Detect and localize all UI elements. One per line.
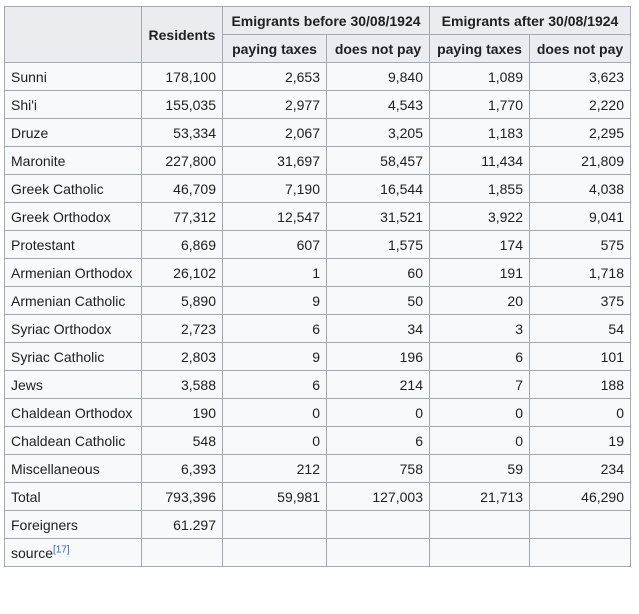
table-row	[5, 63, 631, 91]
after-not-paying-cell: 188	[530, 371, 631, 399]
before-paying-cell: 212	[223, 455, 327, 483]
table-row	[5, 259, 631, 287]
after-paying-cell: 3	[430, 315, 530, 343]
row-label: Jews	[5, 371, 142, 399]
residents-cell: 77,312	[142, 203, 223, 231]
residents-cell: 5,890	[142, 287, 223, 315]
before-paying-cell: 6	[223, 371, 327, 399]
before-not-paying-cell: 31,521	[327, 203, 430, 231]
before-not-paying-cell: 58,457	[327, 147, 430, 175]
before-not-paying-cell: 127,003	[327, 483, 430, 511]
emigrants-after-header: Emigrants after 30/08/1924	[430, 7, 631, 35]
before-not-paying-cell	[327, 511, 430, 539]
before-paying-cell: 2,977	[223, 91, 327, 119]
after-not-paying-cell: 46,290	[530, 483, 631, 511]
table-row	[5, 455, 631, 483]
table-row	[5, 315, 631, 343]
after-not-paying-cell: 1,718	[530, 259, 631, 287]
source-reference-link[interactable]: [17]	[53, 543, 70, 555]
before-not-paying-cell: 1,575	[327, 231, 430, 259]
after-not-paying-cell: 101	[530, 343, 631, 371]
row-label: Foreigners	[5, 511, 142, 539]
before-not-paying-cell: 6	[327, 427, 430, 455]
after-paying-taxes-header: paying taxes	[430, 35, 530, 63]
empty-cell	[430, 539, 530, 567]
before-not-paying-cell: 758	[327, 455, 430, 483]
table-row-source	[5, 539, 631, 567]
residents-cell: 3,588	[142, 371, 223, 399]
after-paying-cell: 1,770	[430, 91, 530, 119]
table-row	[5, 175, 631, 203]
residents-cell: 793,396	[142, 483, 223, 511]
before-does-not-pay-header: does not pay	[327, 35, 430, 63]
header-row-groups	[5, 7, 631, 35]
table-row	[5, 371, 631, 399]
after-not-paying-cell: 575	[530, 231, 631, 259]
before-paying-taxes-header: paying taxes	[223, 35, 327, 63]
before-not-paying-cell: 16,544	[327, 175, 430, 203]
corner-header-cell	[5, 7, 142, 63]
residents-cell: 46,709	[142, 175, 223, 203]
after-not-paying-cell	[530, 511, 631, 539]
residents-header: Residents	[142, 7, 223, 63]
residents-cell: 548	[142, 427, 223, 455]
table-row	[5, 91, 631, 119]
source-cell	[5, 539, 142, 567]
residents-cell: 6,393	[142, 455, 223, 483]
after-paying-cell: 7	[430, 371, 530, 399]
after-paying-cell: 174	[430, 231, 530, 259]
table-head	[5, 7, 631, 63]
after-paying-cell: 20	[430, 287, 530, 315]
empty-cell	[530, 539, 631, 567]
after-paying-cell: 0	[430, 399, 530, 427]
after-not-paying-cell: 2,220	[530, 91, 631, 119]
after-paying-cell: 6	[430, 343, 530, 371]
after-paying-cell: 0	[430, 427, 530, 455]
after-paying-cell	[430, 511, 530, 539]
row-label: Shi'i	[5, 91, 142, 119]
religion-table-wrapper	[4, 6, 631, 567]
after-paying-cell: 191	[430, 259, 530, 287]
residents-cell: 2,723	[142, 315, 223, 343]
row-label: Syriac Catholic	[5, 343, 142, 371]
before-paying-cell: 9	[223, 287, 327, 315]
after-not-paying-cell: 0	[530, 399, 631, 427]
table-row-total	[5, 483, 631, 511]
residents-cell: 61.297	[142, 511, 223, 539]
empty-cell	[142, 539, 223, 567]
before-paying-cell: 2,067	[223, 119, 327, 147]
after-not-paying-cell: 2,295	[530, 119, 631, 147]
before-not-paying-cell: 4,543	[327, 91, 430, 119]
table-row	[5, 399, 631, 427]
row-label: Maronite	[5, 147, 142, 175]
before-paying-cell: 1	[223, 259, 327, 287]
residents-cell: 26,102	[142, 259, 223, 287]
after-not-paying-cell: 3,623	[530, 63, 631, 91]
table-body	[5, 63, 631, 567]
after-paying-cell: 1,183	[430, 119, 530, 147]
table-row	[5, 147, 631, 175]
row-label: Chaldean Orthodox	[5, 399, 142, 427]
before-paying-cell: 2,653	[223, 63, 327, 91]
after-does-not-pay-header: does not pay	[530, 35, 631, 63]
row-label: Druze	[5, 119, 142, 147]
after-not-paying-cell: 234	[530, 455, 631, 483]
before-paying-cell: 7,190	[223, 175, 327, 203]
before-not-paying-cell: 9,840	[327, 63, 430, 91]
before-paying-cell	[223, 511, 327, 539]
source-label: source	[11, 544, 54, 561]
table-row	[5, 203, 631, 231]
residents-cell: 178,100	[142, 63, 223, 91]
before-not-paying-cell: 60	[327, 259, 430, 287]
after-paying-cell: 1,855	[430, 175, 530, 203]
before-not-paying-cell: 50	[327, 287, 430, 315]
row-label: Greek Orthodox	[5, 203, 142, 231]
table-row	[5, 231, 631, 259]
table-row	[5, 287, 631, 315]
table-row	[5, 343, 631, 371]
residents-cell: 53,334	[142, 119, 223, 147]
residents-cell: 155,035	[142, 91, 223, 119]
before-paying-cell: 0	[223, 427, 327, 455]
before-not-paying-cell: 214	[327, 371, 430, 399]
table-row	[5, 119, 631, 147]
before-not-paying-cell: 3,205	[327, 119, 430, 147]
residents-cell: 6,869	[142, 231, 223, 259]
row-label: Syriac Orthodox	[5, 315, 142, 343]
table-row-foreigners	[5, 511, 631, 539]
row-label: Protestant	[5, 231, 142, 259]
before-not-paying-cell: 34	[327, 315, 430, 343]
after-not-paying-cell: 19	[530, 427, 631, 455]
after-paying-cell: 11,434	[430, 147, 530, 175]
after-paying-cell: 3,922	[430, 203, 530, 231]
before-paying-cell: 9	[223, 343, 327, 371]
row-label: Greek Catholic	[5, 175, 142, 203]
residents-cell: 227,800	[142, 147, 223, 175]
empty-cell	[327, 539, 430, 567]
table-row	[5, 427, 631, 455]
emigrants-before-header: Emigrants before 30/08/1924	[223, 7, 430, 35]
before-paying-cell: 607	[223, 231, 327, 259]
after-not-paying-cell: 375	[530, 287, 631, 315]
row-label: Total	[5, 483, 142, 511]
before-paying-cell: 6	[223, 315, 327, 343]
before-paying-cell: 59,981	[223, 483, 327, 511]
row-label: Miscellaneous	[5, 455, 142, 483]
before-paying-cell: 12,547	[223, 203, 327, 231]
row-label: Chaldean Catholic	[5, 427, 142, 455]
row-label: Sunni	[5, 63, 142, 91]
after-paying-cell: 59	[430, 455, 530, 483]
row-label: Armenian Catholic	[5, 287, 142, 315]
after-not-paying-cell: 9,041	[530, 203, 631, 231]
after-paying-cell: 1,089	[430, 63, 530, 91]
before-paying-cell: 31,697	[223, 147, 327, 175]
after-not-paying-cell: 21,809	[530, 147, 631, 175]
residents-cell: 2,803	[142, 343, 223, 371]
before-not-paying-cell: 196	[327, 343, 430, 371]
residents-cell: 190	[142, 399, 223, 427]
religion-emigrants-table	[4, 6, 631, 567]
after-not-paying-cell: 4,038	[530, 175, 631, 203]
before-paying-cell: 0	[223, 399, 327, 427]
row-label: Armenian Orthodox	[5, 259, 142, 287]
empty-cell	[223, 539, 327, 567]
after-not-paying-cell: 54	[530, 315, 631, 343]
after-paying-cell: 21,713	[430, 483, 530, 511]
before-not-paying-cell: 0	[327, 399, 430, 427]
